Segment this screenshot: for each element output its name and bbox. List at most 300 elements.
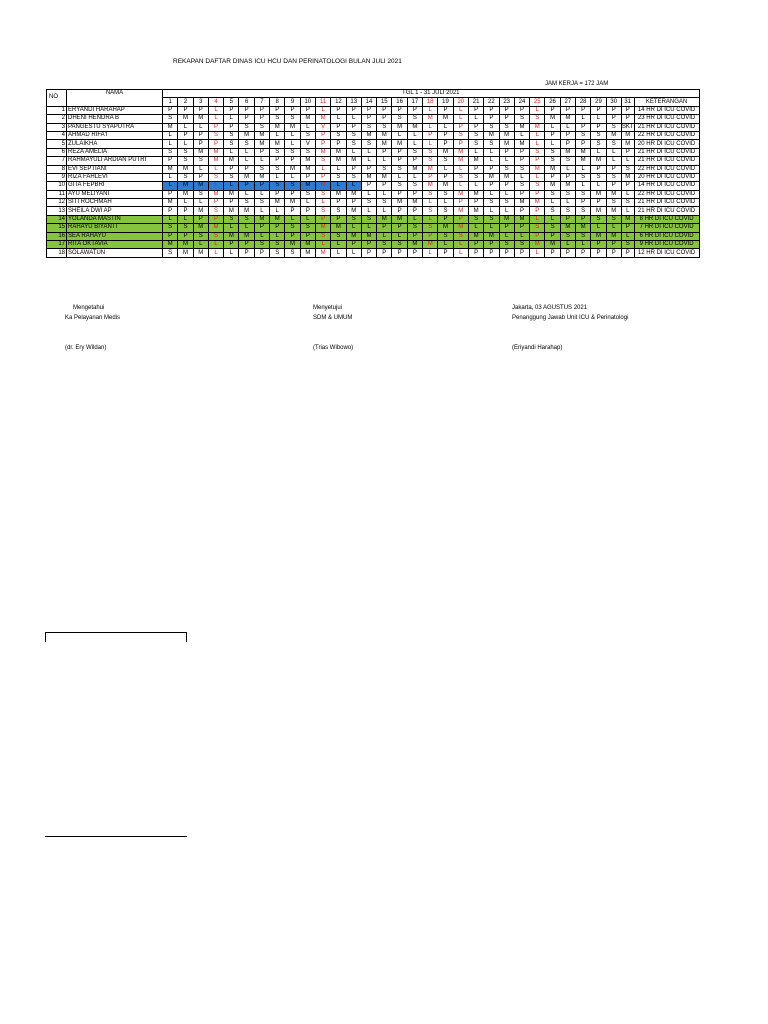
- shift-cell: L: [178, 123, 193, 131]
- shift-cell: L: [576, 165, 591, 173]
- shift-cell: S: [591, 140, 606, 148]
- shift-cell: S: [560, 157, 575, 165]
- shift-cell: P: [545, 249, 560, 257]
- shift-cell: L: [438, 123, 453, 131]
- shift-cell: L: [346, 115, 361, 123]
- shift-cell: P: [423, 173, 438, 181]
- shift-cell: P: [254, 106, 269, 114]
- shift-cell: L: [346, 148, 361, 156]
- shift-cell: P: [361, 182, 376, 190]
- staff-name: RIZA FAHLEVI: [67, 173, 163, 181]
- keterangan-cell: 7 HR DI ICU COVID: [634, 224, 699, 232]
- shift-cell: M: [163, 241, 178, 249]
- shift-cell: L: [438, 241, 453, 249]
- shift-cell: P: [514, 207, 529, 215]
- shift-cell: L: [193, 199, 208, 207]
- shift-cell: P: [346, 106, 361, 114]
- shift-cell: P: [392, 106, 407, 114]
- day-header-6: 6: [239, 98, 254, 106]
- shift-cell: L: [285, 140, 300, 148]
- shift-cell: P: [468, 123, 483, 131]
- shift-cell: S: [545, 190, 560, 198]
- shift-cell: P: [407, 190, 422, 198]
- shift-cell: P: [377, 182, 392, 190]
- shift-cell: M: [499, 173, 514, 181]
- shift-cell: S: [239, 215, 254, 223]
- table-row: [47, 140, 700, 148]
- staff-name: SOLAWATUN: [67, 249, 163, 257]
- shift-cell: L: [453, 249, 468, 257]
- shift-cell: P: [621, 182, 634, 190]
- shift-cell: M: [591, 207, 606, 215]
- shift-cell: P: [270, 157, 285, 165]
- day-header-9: 9: [285, 98, 300, 106]
- shift-cell: P: [346, 241, 361, 249]
- keterangan-cell: 22 HR DI ICU COVID: [634, 190, 699, 198]
- shift-cell: M: [438, 182, 453, 190]
- shift-cell: P: [468, 241, 483, 249]
- shift-cell: M: [591, 157, 606, 165]
- shift-cell: L: [423, 215, 438, 223]
- shift-cell: P: [224, 241, 239, 249]
- shift-cell: S: [377, 123, 392, 131]
- keterangan-cell: 12 HR DI ICU COVID: [634, 249, 699, 257]
- shift-cell: P: [361, 115, 376, 123]
- roster-body: [47, 106, 700, 257]
- shift-cell: M: [530, 165, 545, 173]
- shift-cell: L: [423, 106, 438, 114]
- sig-middle-name: (Trias Wibowo): [313, 345, 354, 351]
- shift-cell: L: [423, 199, 438, 207]
- shift-cell: P: [514, 224, 529, 232]
- shift-cell: M: [621, 140, 634, 148]
- shift-cell: S: [361, 140, 376, 148]
- shift-cell: L: [545, 215, 560, 223]
- shift-cell: S: [239, 123, 254, 131]
- shift-cell: M: [453, 190, 468, 198]
- shift-cell: S: [208, 207, 223, 215]
- staff-name: RAHMAYULI ARDIAN PUTRI: [67, 157, 163, 165]
- shift-cell: M: [407, 123, 422, 131]
- shift-cell: P: [438, 131, 453, 139]
- shift-cell: S: [315, 190, 330, 198]
- shift-cell: L: [163, 131, 178, 139]
- shift-cell: P: [560, 173, 575, 181]
- shift-cell: S: [300, 131, 315, 139]
- shift-cell: L: [300, 215, 315, 223]
- shift-cell: S: [392, 241, 407, 249]
- shift-cell: P: [499, 106, 514, 114]
- shift-cell: M: [560, 148, 575, 156]
- shift-cell: L: [208, 165, 223, 173]
- shift-cell: S: [484, 123, 499, 131]
- shift-cell: P: [208, 199, 223, 207]
- shift-cell: P: [193, 131, 208, 139]
- shift-cell: P: [193, 215, 208, 223]
- keterangan-cell: 22 HR DI ICU COVID: [634, 165, 699, 173]
- shift-cell: L: [392, 173, 407, 181]
- shift-cell: P: [514, 157, 529, 165]
- shift-cell: S: [530, 224, 545, 232]
- shift-cell: P: [239, 249, 254, 257]
- row-number: 10: [47, 182, 67, 190]
- table-row: [47, 215, 700, 223]
- shift-cell: M: [423, 115, 438, 123]
- shift-cell: L: [208, 241, 223, 249]
- row-number: 14: [47, 215, 67, 223]
- sig-right-label1: Jakarta, 03 AGUSTUS 2021: [512, 305, 588, 311]
- shift-cell: L: [346, 182, 361, 190]
- shift-cell: L: [606, 148, 621, 156]
- shift-cell: M: [392, 140, 407, 148]
- shift-cell: L: [224, 182, 239, 190]
- table-row: [47, 131, 700, 139]
- shift-cell: P: [423, 131, 438, 139]
- shift-cell: M: [377, 215, 392, 223]
- shift-cell: L: [606, 157, 621, 165]
- shift-cell: L: [499, 157, 514, 165]
- shift-cell: S: [591, 131, 606, 139]
- shift-cell: M: [591, 190, 606, 198]
- shift-cell: P: [530, 232, 545, 240]
- shift-cell: S: [530, 148, 545, 156]
- shift-cell: M: [468, 190, 483, 198]
- shift-cell: P: [285, 232, 300, 240]
- shift-cell: M: [453, 157, 468, 165]
- shift-cell: M: [224, 157, 239, 165]
- row-number: 5: [47, 140, 67, 148]
- shift-cell: M: [285, 165, 300, 173]
- shift-cell: P: [392, 224, 407, 232]
- shift-cell: S: [468, 173, 483, 181]
- shift-cell: P: [254, 182, 269, 190]
- shift-cell: S: [606, 123, 621, 131]
- table-row: [47, 249, 700, 257]
- shift-cell: S: [331, 131, 346, 139]
- shift-cell: P: [514, 106, 529, 114]
- shift-cell: L: [453, 182, 468, 190]
- table-row: [47, 182, 700, 190]
- shift-cell: P: [438, 140, 453, 148]
- shift-cell: M: [300, 241, 315, 249]
- shift-cell: S: [224, 215, 239, 223]
- shift-cell: P: [576, 140, 591, 148]
- shift-cell: M: [300, 115, 315, 123]
- shift-cell: S: [423, 207, 438, 215]
- shift-cell: P: [392, 249, 407, 257]
- keterangan-cell: 21 HR DI ICU COVID: [634, 207, 699, 215]
- shift-cell: S: [576, 207, 591, 215]
- shift-cell: L: [392, 232, 407, 240]
- shift-cell: M: [239, 232, 254, 240]
- shift-cell: M: [499, 215, 514, 223]
- shift-cell: L: [239, 224, 254, 232]
- staff-name: GITA FEPBRI: [67, 182, 163, 190]
- shift-cell: S: [239, 199, 254, 207]
- shift-cell: S: [315, 232, 330, 240]
- shift-cell: S: [468, 140, 483, 148]
- shift-cell: P: [591, 199, 606, 207]
- shift-cell: P: [300, 232, 315, 240]
- shift-cell: M: [193, 207, 208, 215]
- shift-cell: M: [254, 131, 269, 139]
- shift-cell: L: [423, 140, 438, 148]
- shift-cell: S: [468, 131, 483, 139]
- shift-cell: M: [392, 215, 407, 223]
- shift-cell: P: [208, 215, 223, 223]
- shift-cell: P: [591, 106, 606, 114]
- shift-cell: P: [239, 115, 254, 123]
- shift-cell: P: [392, 148, 407, 156]
- shift-cell: P: [361, 249, 376, 257]
- row-number: 15: [47, 224, 67, 232]
- shift-cell: P: [239, 241, 254, 249]
- shift-cell: M: [285, 199, 300, 207]
- shift-cell: P: [576, 215, 591, 223]
- shift-cell: S: [346, 131, 361, 139]
- day-header-26: 26: [545, 98, 560, 106]
- shift-cell: S: [361, 123, 376, 131]
- shift-cell: M: [315, 148, 330, 156]
- shift-cell: L: [377, 157, 392, 165]
- shift-cell: P: [361, 106, 376, 114]
- table-row: [47, 106, 700, 114]
- shift-cell: S: [499, 123, 514, 131]
- shift-cell: P: [499, 182, 514, 190]
- day-header-19: 19: [438, 98, 453, 106]
- shift-cell: M: [331, 157, 346, 165]
- shift-cell: M: [484, 131, 499, 139]
- shift-cell: P: [163, 190, 178, 198]
- shift-cell: L: [315, 106, 330, 114]
- shift-cell: M: [193, 148, 208, 156]
- shift-cell: L: [591, 224, 606, 232]
- shift-cell: S: [530, 182, 545, 190]
- shift-cell: M: [377, 131, 392, 139]
- keterangan-cell: 21 HR DI ICU COVID: [634, 199, 699, 207]
- day-header-4: 4: [208, 98, 223, 106]
- shift-cell: L: [621, 157, 634, 165]
- shift-cell: L: [163, 140, 178, 148]
- shift-cell: L: [224, 115, 239, 123]
- shift-cell: M: [208, 148, 223, 156]
- shift-cell: L: [346, 224, 361, 232]
- keterangan-cell: 20 HR DI ICU COVID: [634, 173, 699, 181]
- shift-cell: V: [315, 123, 330, 131]
- shift-cell: P: [606, 241, 621, 249]
- row-number: 17: [47, 241, 67, 249]
- day-header-28: 28: [576, 98, 591, 106]
- shift-cell: S: [285, 182, 300, 190]
- table-row: [47, 241, 700, 249]
- shift-cell: L: [621, 232, 634, 240]
- shift-cell: P: [163, 106, 178, 114]
- row-number: 13: [47, 207, 67, 215]
- shift-cell: P: [285, 157, 300, 165]
- shift-cell: M: [178, 241, 193, 249]
- staff-name: AYU MELIYANI: [67, 190, 163, 198]
- sig-middle-label1: Menyetujui: [313, 305, 343, 311]
- shift-cell: M: [423, 182, 438, 190]
- shift-cell: M: [606, 232, 621, 240]
- shift-cell: P: [315, 173, 330, 181]
- day-header-23: 23: [499, 98, 514, 106]
- day-header-29: 29: [591, 98, 606, 106]
- divider-line-top: [45, 632, 187, 633]
- staff-name: AHMAD RIFA'I: [67, 131, 163, 139]
- day-header-10: 10: [300, 98, 315, 106]
- shift-cell: S: [285, 148, 300, 156]
- shift-cell: L: [193, 241, 208, 249]
- shift-cell: S: [514, 115, 529, 123]
- shift-cell: P: [514, 148, 529, 156]
- table-row: [47, 224, 700, 232]
- shift-cell: L: [499, 232, 514, 240]
- shift-cell: P: [208, 123, 223, 131]
- shift-cell: P: [468, 106, 483, 114]
- shift-cell: S: [606, 140, 621, 148]
- shift-cell: P: [346, 123, 361, 131]
- shift-cell: L: [315, 199, 330, 207]
- shift-cell: S: [545, 224, 560, 232]
- table-row: [47, 207, 700, 215]
- shift-cell: S: [163, 148, 178, 156]
- day-header-22: 22: [484, 98, 499, 106]
- shift-cell: P: [530, 190, 545, 198]
- shift-cell: S: [438, 232, 453, 240]
- shift-cell: L: [377, 190, 392, 198]
- shift-cell: M: [239, 131, 254, 139]
- shift-cell: S: [163, 249, 178, 257]
- shift-cell: M: [163, 165, 178, 173]
- shift-cell: P: [468, 199, 483, 207]
- shift-cell: L: [254, 190, 269, 198]
- shift-cell: S: [377, 165, 392, 173]
- shift-cell: M: [208, 224, 223, 232]
- shift-cell: P: [163, 157, 178, 165]
- keterangan-cell: 22 HR DI ICU COVID: [634, 131, 699, 139]
- header-row-1: [47, 90, 700, 98]
- shift-cell: L: [530, 173, 545, 181]
- shift-cell: L: [270, 131, 285, 139]
- shift-cell: M: [606, 190, 621, 198]
- shift-cell: M: [484, 173, 499, 181]
- shift-cell: S: [224, 173, 239, 181]
- shift-cell: P: [224, 123, 239, 131]
- shift-cell: L: [530, 106, 545, 114]
- shift-cell: M: [560, 224, 575, 232]
- shift-cell: P: [606, 182, 621, 190]
- shift-cell: L: [193, 165, 208, 173]
- sig-left-name: (dr. Ery Wildan): [65, 345, 107, 351]
- shift-cell: L: [499, 207, 514, 215]
- shift-cell: S: [621, 199, 634, 207]
- shift-cell: S: [453, 232, 468, 240]
- shift-cell: L: [530, 131, 545, 139]
- shift-cell: L: [315, 165, 330, 173]
- shift-cell: M: [178, 190, 193, 198]
- shift-cell: S: [193, 232, 208, 240]
- shift-cell: M: [560, 182, 575, 190]
- shift-cell: M: [315, 224, 330, 232]
- shift-cell: L: [254, 157, 269, 165]
- shift-cell: P: [178, 232, 193, 240]
- shift-cell: M: [576, 148, 591, 156]
- sig-right-name: (Eriyandi Harahap): [512, 345, 563, 351]
- shift-cell: L: [423, 123, 438, 131]
- duty-roster-table: [46, 89, 700, 258]
- shift-cell: P: [331, 215, 346, 223]
- shift-cell: L: [193, 123, 208, 131]
- shift-cell: P: [346, 199, 361, 207]
- shift-cell: S: [407, 115, 422, 123]
- shift-cell: P: [560, 131, 575, 139]
- shift-cell: M: [407, 199, 422, 207]
- shift-cell: P: [468, 249, 483, 257]
- shift-cell: L: [591, 115, 606, 123]
- shift-cell: P: [392, 190, 407, 198]
- shift-cell: L: [468, 148, 483, 156]
- shift-cell: S: [254, 123, 269, 131]
- shift-cell: P: [407, 207, 422, 215]
- row-number: 18: [47, 249, 67, 257]
- shift-cell: M: [361, 173, 376, 181]
- shift-cell: P: [285, 207, 300, 215]
- shift-cell: L: [591, 182, 606, 190]
- day-header-24: 24: [514, 98, 529, 106]
- shift-cell: S: [224, 131, 239, 139]
- shift-cell: M: [377, 140, 392, 148]
- shift-cell: P: [407, 157, 422, 165]
- shift-cell: P: [438, 173, 453, 181]
- shift-cell: P: [576, 123, 591, 131]
- shift-cell: P: [499, 249, 514, 257]
- shift-cell: L: [178, 215, 193, 223]
- shift-cell: S: [270, 241, 285, 249]
- day-header-20: 20: [453, 98, 468, 106]
- shift-cell: M: [346, 157, 361, 165]
- shift-cell: P: [484, 182, 499, 190]
- shift-cell: S: [331, 173, 346, 181]
- shift-cell: P: [193, 173, 208, 181]
- staff-name: SITI ROCHMAH: [67, 199, 163, 207]
- shift-cell: M: [468, 232, 483, 240]
- shift-cell: S: [377, 241, 392, 249]
- shift-cell: M: [453, 224, 468, 232]
- shift-cell: M: [606, 207, 621, 215]
- staff-name: EVI SEPTIANI: [67, 165, 163, 173]
- shift-cell: S: [346, 140, 361, 148]
- shift-cell: P: [361, 241, 376, 249]
- day-header-7: 7: [254, 98, 269, 106]
- shift-cell: L: [484, 207, 499, 215]
- sig-middle-label2: SDM & UMUM: [313, 315, 353, 321]
- shift-cell: L: [576, 182, 591, 190]
- shift-cell: L: [254, 232, 269, 240]
- shift-cell: L: [224, 224, 239, 232]
- shift-cell: L: [484, 148, 499, 156]
- shift-cell: S: [468, 215, 483, 223]
- shift-cell: S: [315, 157, 330, 165]
- shift-cell: L: [514, 232, 529, 240]
- shift-cell: L: [560, 241, 575, 249]
- shift-cell: P: [453, 140, 468, 148]
- shift-cell: P: [560, 140, 575, 148]
- shift-cell: M: [621, 131, 634, 139]
- shift-cell: P: [468, 165, 483, 173]
- shift-cell: M: [315, 249, 330, 257]
- shift-cell: M: [514, 123, 529, 131]
